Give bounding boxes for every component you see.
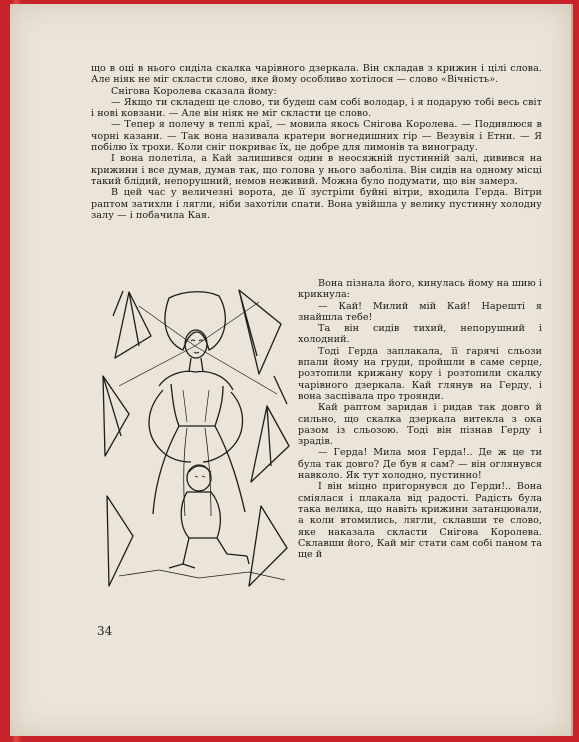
paragraph: Вона пізнала його, кинулась йому на шию і крикнула: [298,278,542,301]
paragraph: В цей час у величезні ворота, де її зустріли буйні вітри, входила Герда. Вітри раптом затихли і лягли, ніби захотіли спати. Вона увійшла у велику пустинну холодну залу — і побачила Кая. [91,187,542,221]
paragraph: І він міцно пригорнувся до Герди!.. Вона сміялася і плакала від радості. Радість була така велика, що навіть крижини затанцювали, а коли втомились, лягли, склавши те слово, яке наказала скласти Снігова Королева. Склавши його, Кай міг стати сам собі паном та ще й [298,481,542,561]
right-text-column [298,278,542,560]
paragraph: що в оці в нього сиділа скалка чарівного дзеркала. Він складав з крижин і цілі слова. Але ніяк не міг скласти слово, яке йому особливо хотілося — слово «Вічність». [91,63,542,86]
gerda-kai-illustration [99,286,291,592]
paragraph: І вона полетіла, а Кай залишився один в неосяжній пустинній залі, дивився на крижини і все думав, думав так, що голова у нього заболіла. Він сидів на одному місці такий блідий, непорушний, немов неживий. Можна було подумати, що він замерз. [91,153,542,187]
paragraph: — Кай! Милий мій Кай! Нарешті я знайшла тебе! [298,300,542,323]
paragraph: Тоді Герда заплакала, її гарячі сльози впали йому на груди, пройшли в саме серце, розтопили крижану кору і розтопили скалку чарівного дзеркала. Кай глянув на Герду, і вона заспівала про троянди. [298,345,542,402]
paragraph: Та він сидів тихий, непорушний і холодний. [298,323,542,346]
paragraph: — Герда! Мила моя Герда!.. Де ж це ти була так довго? Де був я сам? — він оглянувся навколо. Як тут холодно, пустинно! [298,447,542,482]
page-number: 34 [97,624,113,638]
paragraph: — Якщо ти складеш це слово, ти будеш сам собі володар, і я подарую тобі весь світ і нові ковзани. — Але він ніяк не міг скласти це слово. [91,96,542,120]
paragraph: Кай раптом заридав і ридав так довго й сильно, що скалка дзеркала витекла з ока разом із сльозою. Тоді він пізнав Герду і зрадів. [298,402,542,448]
paragraph: — Тепер я полечу в теплі краї, — мовила якось Снігова Королева. — Подивлюся в чорні казани. — Так вона називала кратери вогнедишних гір — Везувія і Етни. — Я побілю їх трохи. Коли сніг покриває їх, це добре для лимонів та винограду. [91,119,542,154]
paragraph: Снігова Королева сказала йому: [111,85,277,97]
top-text-block [91,63,542,221]
